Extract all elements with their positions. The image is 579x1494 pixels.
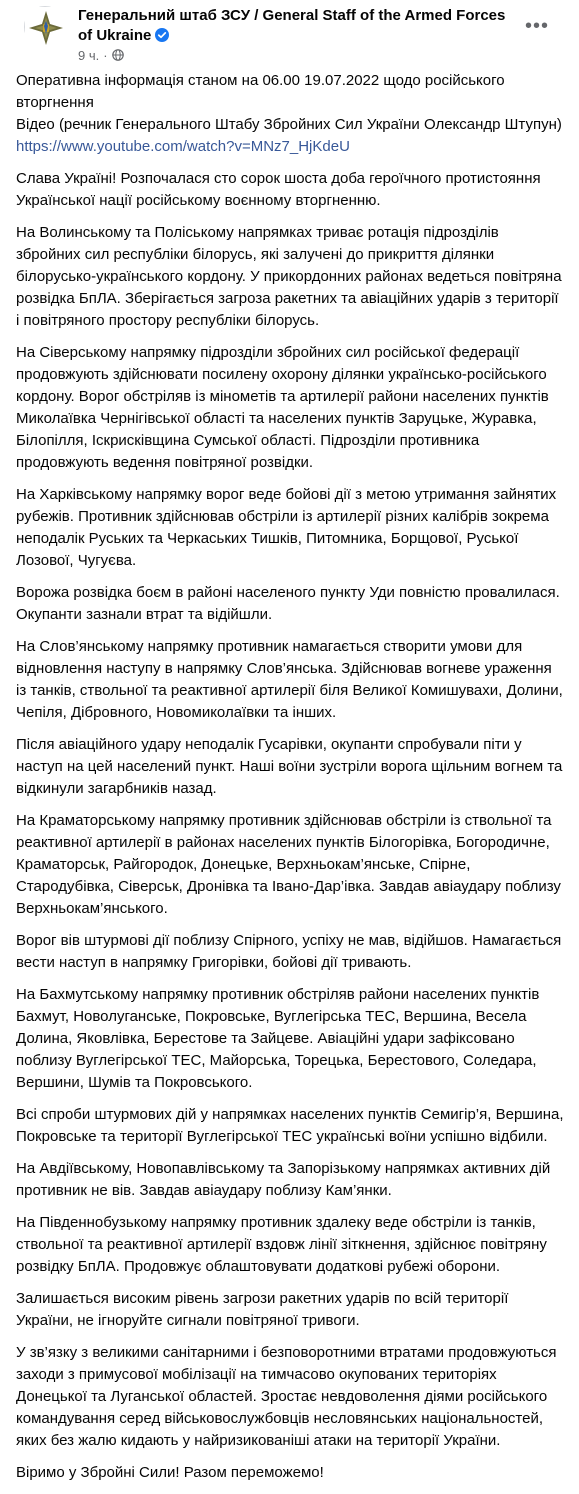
post-intro xyxy=(16,70,566,158)
paragraph: У зв’язку з великими санітарними і безповоротними втратами продовжуються заходи з примусової мобілізації на тимчасово окупованих територіях Донецької та Луганської областей. Зростає невдоволення діями російського командування серед військовослужбовців несловянських національностей, яких без жалю кидають у найризикованіші атаки на території України. xyxy=(16,1344,557,1449)
paragraph: На Бахмутському напрямку противник обстріляв райони населених пунктів Бахмут, Новолуганське, Покровське, Вуглегірська ТЕС, Вершина, Весела Долина, Яковлівка, Берестове та Зайцеве. Авіаційні удари зафіксовано поблизу Вуглегірської ТЕС, Майорська, Торецька, Берестового, Соледара, Вершини, Шумів та Покровського. xyxy=(16,986,540,1091)
paragraph: На Сіверському напрямку підрозділи збройних сил російської федерації продовжують здійснювати посилену охорону ділянки українсько-російського кордону. Ворог обстріляв із мінометів та артилерії райони населених пунктів Миколаївка Чернігівської області та населених пунктів Заруцьке, Журавка, Білопілля, Іскрисківщина Сумської області. Підрозділи противника продовжують ведення повітряної розвідки. xyxy=(16,344,549,471)
paragraph: Залишається високим рівень загрози ракетних ударів по всій території України, не ігноруйте сигнали повітряної тривоги. xyxy=(16,1290,509,1329)
post-time[interactable]: 9 ч. xyxy=(78,47,100,63)
paragraph: На Південнобузькому напрямку противник здалеку веде обстріли із танків, ствольної та реактивної артилерії вздовж лінії зіткнення, здійснює повітряну розвідку БпЛА. Продовжує облаштовувати додаткові рубежі оборони. xyxy=(16,1214,547,1275)
paragraph: Віримо у Збройні Сили! Разом переможемо! xyxy=(16,1464,324,1481)
intro-line-1: Оперативна інформація станом на 06.00 19.07.2022 щодо російського вторгнення xyxy=(16,72,505,111)
meta-separator: · xyxy=(103,47,108,63)
paragraph: Ворог вів штурмові дії поблизу Спірного, успіху не мав, відійшов. Намагається вести наступ в напрямку Григорівки, бойові дії тривають. xyxy=(16,932,562,971)
post-header xyxy=(16,0,563,68)
paragraph: На Авдіївському, Новопавлівському та Запорізькому напрямках активних дій противник не вів. Завдав авіаудару поблизу Кам’янки. xyxy=(16,1160,551,1199)
video-link[interactable]: https://www.youtube.com/watch?v=MNz7_HjKdeU xyxy=(16,138,350,155)
paragraph: На Харківському напрямку ворог веде бойові дії з метою утримання зайнятих рубежів. Противник здійснював обстріли із артилерії різних калібрів зокрема неподалік Руських та Черкаських Тишків, Питомника, Борщової, Руської Лозової, Чугуєва. xyxy=(16,486,557,569)
more-options-button[interactable] xyxy=(519,8,555,44)
post-meta xyxy=(78,46,124,64)
post-body xyxy=(16,70,566,1494)
paragraph: Після авіаційного удару неподалік Гусарівки, окупанти спробували піти у наступ на цей населений пункт. Наші воїни зустріли ворога щільним вогнем та відкинули загарбників назад. xyxy=(16,736,563,797)
paragraph: На Слов’янському напрямку противник намагається створити умови для відновлення наступу в напрямку Слов’янська. Здійснював вогневе ураження із танків, ствольної та реактивної артилерії біля Великої Комишувахи, Долини, Чепіля, Дібровного, Новомиколаївки та інших. xyxy=(16,638,563,721)
intro-line-2: Відео (речник Генерального Штабу Збройних Сил України Олександр Штупун) xyxy=(16,116,562,133)
page-name-text[interactable]: Генеральний штаб ЗСУ / General Staff of the Armed Forces of Ukraine xyxy=(78,7,506,44)
page-name[interactable] xyxy=(78,6,518,46)
paragraph: Всі спроби штурмових дій у напрямках населених пунктів Семигір’я, Вершина, Покровське та території Вуглегірської ТЕС українські воїни успішно відбили. xyxy=(16,1106,564,1145)
paragraph: На Краматорському напрямку противник здійснював обстріли із ствольної та реактивної артилерії в районах населених пунктів Білогорівка, Богородичне, Краматорськ, Райгородок, Донецьке, Верхньокам’янське, Спірне, Стародубівка, Сіверськ, Дронівка та Івано-Дар’івка. Завдав авіаудару поблизу Верхньокам’янського. xyxy=(16,812,561,917)
paragraph: На Волинському та Поліському напрямках триває ротація підрозділів збройних сил республіки білорусь, які залучені до прикриття ділянки білорусько-українського кордону. У прикордонних районах ведеться повітряна розвідка БпЛА. Зберігається загроза ракетних та авіаційних ударів з території і повітряного простору республіки білорусь. xyxy=(16,224,562,329)
armed-forces-emblem-icon xyxy=(25,7,67,49)
paragraph: Слава Україні! Розпочалася сто сорок шоста доба героїчного протистояння Української нації російському воєнному вторгненню. xyxy=(16,170,541,209)
page-avatar[interactable] xyxy=(24,6,66,48)
more-horizontal-icon: ••• xyxy=(524,14,549,37)
verified-badge-icon xyxy=(155,28,169,42)
globe-icon xyxy=(112,49,124,61)
paragraph: Ворожа розвідка боєм в районі населеного пункту Уди повністю провалилася. Окупанти зазнали втрат та відійшли. xyxy=(16,584,560,623)
